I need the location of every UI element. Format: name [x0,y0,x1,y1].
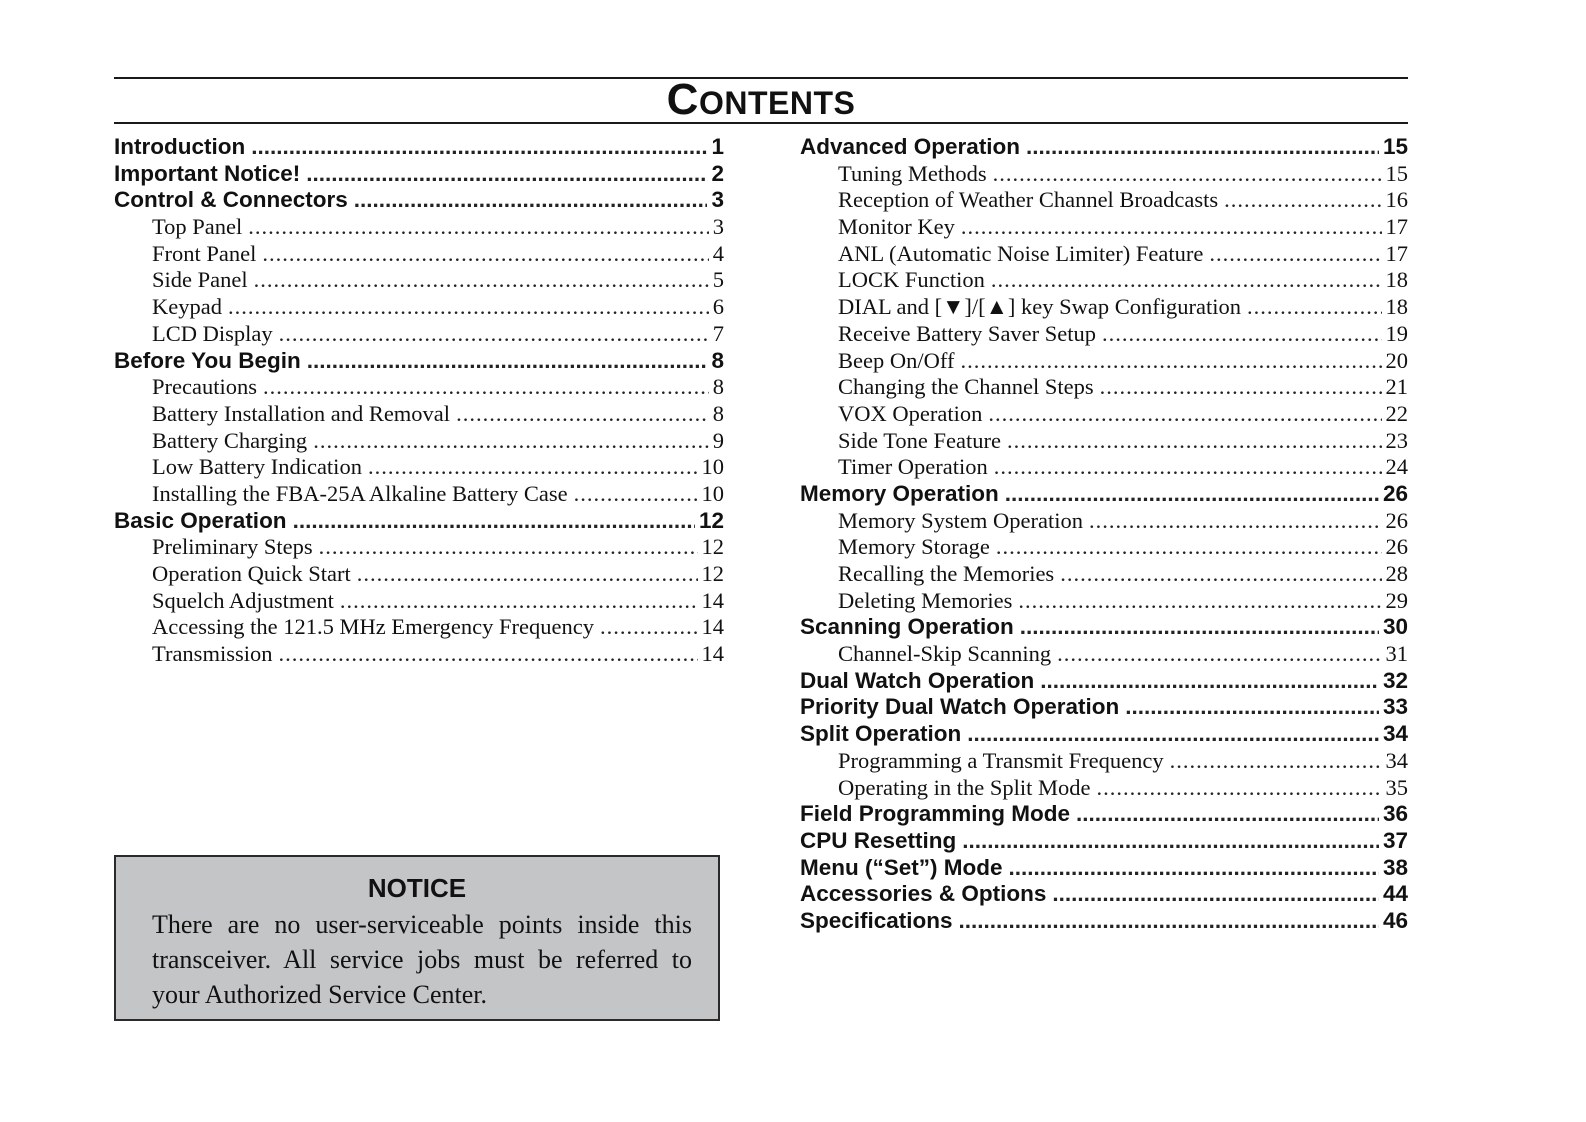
toc-subsection-entry[interactable] [800,588,1408,615]
dot-leader [1125,694,1379,720]
toc-subsection-entry[interactable] [114,561,724,588]
toc-entry-page-number: 15 [1385,160,1408,186]
toc-entry-page-number: 24 [1385,454,1408,480]
toc-entry-page-number: 20 [1385,347,1408,373]
toc-section-entry[interactable] [114,134,724,161]
toc-entry-page-number: 18 [1385,267,1408,293]
toc-subsection-entry[interactable] [800,641,1408,668]
toc-subsection-entry[interactable] [114,588,724,615]
toc-entry-page-number: 33 [1382,694,1408,720]
dot-leader [991,267,1382,293]
dot-leader [600,614,698,640]
toc-entry-page-number: 16 [1385,187,1408,213]
toc-entry-page-number: 35 [1385,774,1408,800]
toc-section-entry[interactable] [800,881,1408,908]
dot-leader [313,428,709,454]
toc-section-entry[interactable] [800,855,1408,882]
toc-entry-label: Advanced Operation [800,134,1021,159]
toc-subsection-entry[interactable] [800,214,1408,241]
title-rest: ONTENTS [698,85,856,121]
dot-leader [1224,187,1381,213]
toc-entry-page-number: 46 [1382,907,1408,933]
page-title [114,75,1408,125]
dot-leader [1020,614,1379,640]
toc-entry-label: Operating in the Split Mode [838,774,1091,800]
toc-subsection-entry[interactable] [114,428,724,455]
toc-entry-label: Side Tone Feature [838,427,1001,453]
toc-section-entry[interactable] [800,134,1408,161]
toc-entry-page-number: 10 [701,480,724,506]
toc-entry-label: Low Battery Indication [152,454,362,480]
toc-subsection-entry[interactable] [114,401,724,428]
toc-subsection-entry[interactable] [114,481,724,508]
toc-subsection-entry[interactable] [800,561,1408,588]
toc-entry-label: Priority Dual Watch Operation [800,694,1120,720]
toc-subsection-entry[interactable] [114,241,724,268]
toc-entry-label: ANL (Automatic Noise Limiter) Feature [838,240,1204,266]
toc-entry-label: Battery Charging [152,427,308,453]
toc-entry-label: Before You Begin [114,347,301,373]
dot-leader [967,721,1379,747]
dot-leader [278,641,697,667]
toc-entry-page-number: 4 [712,240,724,266]
dot-leader [254,267,709,293]
dot-leader [1052,881,1379,907]
toc-entry-label: Basic Operation [114,507,287,533]
toc-entry-label: LCD Display [152,320,273,346]
toc-entry-label: Channel-Skip Scanning [838,641,1052,667]
toc-entry-page-number: 12 [698,507,724,533]
toc-entry-label: Operation Quick Start [152,561,351,586]
toc-entry-page-number: 34 [1385,747,1408,773]
toc-entry-page-number: 14 [701,614,724,640]
toc-entry-page-number: 3 [712,214,724,240]
toc-entry-label: Memory Operation [800,480,999,506]
toc-entry-label: Dual Watch Operation [800,667,1035,693]
toc-subsection-entry[interactable] [114,534,724,561]
toc-entry-label: Introduction [114,134,246,159]
toc-section-entry[interactable] [800,694,1408,721]
dot-leader [1060,561,1381,587]
toc-entry-label: Field Programming Mode [800,801,1071,827]
toc-section-entry[interactable] [114,348,724,375]
dot-leader [251,134,707,160]
dot-leader [340,588,698,614]
dot-leader [996,534,1382,560]
toc-section-entry[interactable] [800,828,1408,855]
title-underline [114,122,1408,124]
toc-entry-page-number: 8 [711,347,724,373]
dot-leader [1040,668,1379,694]
toc-entry-page-number: 18 [1385,294,1408,320]
dot-leader [319,534,698,560]
toc-entry-label: VOX Operation [838,400,983,426]
toc-section-entry[interactable] [800,721,1408,748]
toc-section-entry[interactable] [114,161,724,188]
toc-entry-label: Timer Operation [838,454,988,480]
dot-leader [1096,775,1381,801]
toc-subsection-entry[interactable] [114,614,724,641]
toc-subsection-entry[interactable] [114,321,724,348]
toc-subsection-entry[interactable] [114,294,724,321]
toc-entry-page-number: 28 [1385,561,1408,586]
toc-subsection-entry[interactable] [114,374,724,401]
dot-leader [368,454,698,480]
toc-entry-page-number: 5 [712,267,724,293]
toc-subsection-entry[interactable] [800,454,1408,481]
toc-subsection-entry[interactable] [800,348,1408,375]
toc-subsection-entry[interactable] [800,428,1408,455]
toc-entry-page-number: 3 [711,187,724,213]
toc-entry-label: Battery Installation and Removal [152,400,451,426]
toc-entry-label: Menu (“Set”) Mode [800,854,1003,880]
toc-entry-label: LOCK Function [838,267,985,293]
toc-section-entry[interactable] [114,187,724,214]
toc-entry-page-number: 29 [1385,587,1408,613]
toc-entry-page-number: 2 [711,160,724,186]
toc-entry-page-number: 1 [711,134,724,159]
toc-entry-label: Control & Connectors [114,187,348,213]
dot-leader [988,401,1381,427]
toc-left-column [114,134,724,668]
toc-entry-page-number: 8 [712,374,724,400]
toc-entry-page-number: 30 [1382,614,1408,640]
dot-leader [962,828,1379,854]
toc-subsection-entry[interactable] [114,214,724,241]
toc-entry-label: Precautions [152,374,257,400]
dot-leader [1247,294,1382,320]
dot-leader [293,508,695,534]
toc-entry-page-number: 21 [1385,374,1408,400]
toc-subsection-entry[interactable] [800,374,1408,401]
dot-leader [574,481,698,507]
dot-leader [1009,855,1379,881]
toc-section-entry[interactable] [114,508,724,535]
toc-entry-page-number: 7 [712,320,724,346]
toc-entry-page-number: 12 [701,561,724,586]
toc-entry-label: Specifications [800,907,953,933]
toc-entry-label: Programming a Transmit Frequency [838,747,1164,773]
dot-leader [1100,374,1382,400]
toc-entry-page-number: 44 [1382,881,1408,907]
dot-leader [228,294,709,320]
toc-entry-label: Accessing the 121.5 MHz Emergency Frequency [152,614,594,640]
toc-right-column [800,134,1408,935]
toc-entry-page-number: 32 [1382,667,1408,693]
toc-entry-page-number: 31 [1385,641,1408,667]
toc-entry-page-number: 38 [1382,854,1408,880]
toc-entry-label: Preliminary Steps [152,534,313,560]
dot-leader [1076,801,1379,827]
toc-subsection-entry[interactable] [800,508,1408,535]
toc-entry-page-number: 6 [712,294,724,320]
dot-leader [1089,508,1382,534]
notice-box [114,855,720,1021]
toc-subsection-entry[interactable] [800,321,1408,348]
toc-entry-page-number: 14 [701,587,724,613]
toc-subsection-entry[interactable] [800,241,1408,268]
toc-entry-page-number: 34 [1382,721,1408,747]
toc-entry-label: Keypad [152,294,222,320]
toc-subsection-entry[interactable] [800,187,1408,214]
dot-leader [357,561,698,587]
dot-leader [1018,588,1381,614]
toc-subsection-entry[interactable] [114,454,724,481]
toc-entry-page-number: 22 [1385,400,1408,426]
toc-entry-label: Top Panel [152,214,243,240]
toc-entry-page-number: 26 [1385,507,1408,533]
toc-section-entry[interactable] [800,801,1408,828]
toc-entry-label: CPU Resetting [800,827,957,853]
dot-leader [1007,428,1382,454]
toc-entry-page-number: 10 [701,454,724,480]
dot-leader [279,321,709,347]
dot-leader [456,401,709,427]
dot-leader [994,454,1382,480]
toc-entry-label: Monitor Key [838,214,955,240]
toc-entry-label: Front Panel [152,240,257,266]
toc-entry-label: Reception of Weather Channel Broadcasts [838,187,1219,213]
dot-leader [959,908,1379,934]
dot-leader [1057,641,1381,667]
toc-entry-page-number: 9 [712,427,724,453]
toc-section-entry[interactable] [800,614,1408,641]
toc-section-entry[interactable] [800,908,1408,935]
toc-entry-label: Deleting Memories [838,587,1013,613]
toc-entry-label: Receive Battery Saver Setup [838,320,1097,346]
dot-leader [1026,134,1379,160]
dot-leader [1102,321,1381,347]
toc-subsection-entry[interactable] [114,641,724,668]
toc-subsection-entry[interactable] [800,775,1408,802]
dot-leader [248,214,708,240]
toc-subsection-entry[interactable] [800,294,1408,321]
toc-entry-label: Side Panel [152,267,248,293]
dot-leader [354,187,708,213]
toc-entry-label: Accessories & Options [800,881,1047,907]
toc-entry-label: Recalling the Memories [838,561,1055,586]
toc-entry-label: Beep On/Off [838,347,955,373]
dot-leader [263,374,709,400]
dot-leader [262,241,708,267]
title-initial: C [666,75,699,124]
toc-entry-label: Memory System Operation [838,507,1083,533]
toc-entry-page-number: 36 [1382,801,1408,827]
toc-entry-page-number: 26 [1382,480,1408,506]
toc-entry-label: Important Notice! [114,160,301,186]
toc-entry-page-number: 17 [1385,214,1408,240]
toc-subsection-entry[interactable] [800,534,1408,561]
toc-subsection-entry[interactable] [800,401,1408,428]
toc-entry-page-number: 14 [701,641,724,667]
toc-entry-label: Changing the Channel Steps [838,374,1094,400]
toc-entry-label: Squelch Adjustment [152,587,334,613]
toc-entry-label: Scanning Operation [800,614,1014,640]
toc-entry-label: Split Operation [800,721,962,747]
toc-entry-page-number: 12 [701,534,724,560]
toc-entry-page-number: 17 [1385,240,1408,266]
dot-leader [1005,481,1379,507]
toc-entry-label: Installing the FBA-25A Alkaline Battery Case [152,480,568,506]
toc-entry-label: Memory Storage [838,534,990,560]
toc-entry-page-number: 15 [1382,134,1408,159]
toc-entry-page-number: 19 [1385,320,1408,346]
toc-section-entry[interactable] [800,668,1408,695]
dot-leader [306,161,707,187]
dot-leader [1170,748,1382,774]
dot-leader [961,214,1382,240]
toc-subsection-entry[interactable] [800,267,1408,294]
dot-leader [960,348,1381,374]
toc-entry-page-number: 26 [1385,534,1408,560]
notice-body: There are no user-serviceable points inside this transceiver. All service jobs must be referred to your Authorized Service Center. [152,910,692,1009]
toc-entry-label: Transmission [152,641,273,667]
dot-leader [307,348,708,374]
toc-section-entry[interactable] [800,481,1408,508]
toc-entry-label: Tuning Methods [838,160,987,186]
toc-subsection-entry[interactable] [114,267,724,294]
notice-title: NOTICE [367,873,467,903]
dot-leader [1209,241,1381,267]
dot-leader [993,161,1382,187]
toc-entry-page-number: 8 [712,400,724,426]
toc-entry-page-number: 23 [1385,427,1408,453]
toc-entry-label: DIAL and [▼]/[▲] key Swap Configuration [838,294,1241,320]
toc-entry-page-number: 37 [1382,827,1408,853]
toc-subsection-entry[interactable] [800,748,1408,775]
toc-subsection-entry[interactable] [800,161,1408,188]
